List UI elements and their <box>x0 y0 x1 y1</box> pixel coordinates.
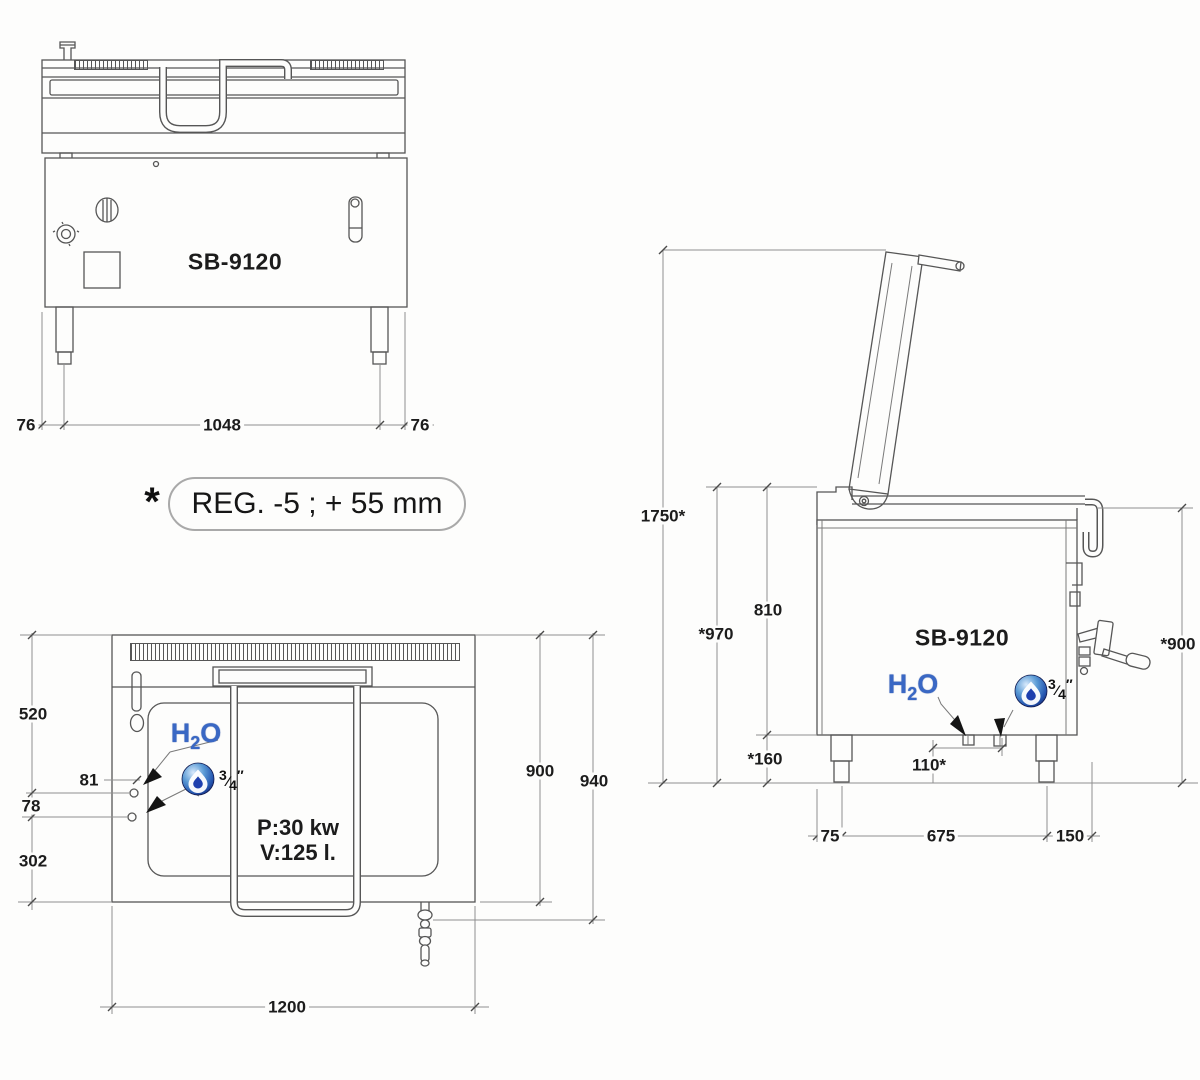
water-label: $H_2O$ <box>170 718 222 753</box>
dim-label-675: 675 <box>924 828 958 845</box>
front-model-label: SB-9120 <box>187 248 283 275</box>
volume-spec-label: V:125 l. <box>260 840 336 865</box>
dim-label-150: 150 <box>1053 828 1087 845</box>
dim-label-110: 110* <box>909 757 949 774</box>
side-view-drawing <box>648 246 1198 842</box>
dim-label-160: *160 <box>745 751 786 768</box>
dim-label-940: 940 <box>577 773 611 790</box>
power-spec-label: P:30 kw <box>257 815 339 840</box>
gas-size-label: 3⁄4″ <box>219 767 244 793</box>
dim-label-1048: 1048 <box>200 417 244 434</box>
gas-flame-icon <box>182 763 214 795</box>
dim-label-76-right: 76 <box>408 417 433 434</box>
front-vent-grille-right <box>310 60 384 70</box>
reg-note-pill: REG. -5 ; + 55 mm <box>168 477 466 531</box>
reg-asterisk: * <box>144 480 160 524</box>
dim-label-970: *970 <box>696 626 737 643</box>
side-model-label: SB-9120 <box>914 624 1010 651</box>
front-view-drawing <box>14 42 434 430</box>
dim-label-81: 81 <box>77 772 102 789</box>
gas-flame-icon <box>1015 675 1047 707</box>
dim-label-1200: 1200 <box>265 999 309 1016</box>
dim-label-75: 75 <box>818 828 843 845</box>
dim-label-900-side: *900 <box>1158 636 1199 653</box>
dim-label-1750: 1750* <box>638 508 688 525</box>
dim-label-520: 520 <box>16 706 50 723</box>
plan-vent-grille <box>130 643 460 661</box>
dim-label-302: 302 <box>16 853 50 870</box>
front-vent-grille-left <box>74 60 148 70</box>
dim-label-900: 900 <box>523 763 557 780</box>
dim-label-78: 78 <box>19 798 44 815</box>
dim-label-76-left: 76 <box>14 417 39 434</box>
gas-size-label-side: 3⁄4″ <box>1048 676 1073 702</box>
water-label-side: $H_2O$ <box>887 669 939 704</box>
dim-label-810: 810 <box>751 602 785 619</box>
